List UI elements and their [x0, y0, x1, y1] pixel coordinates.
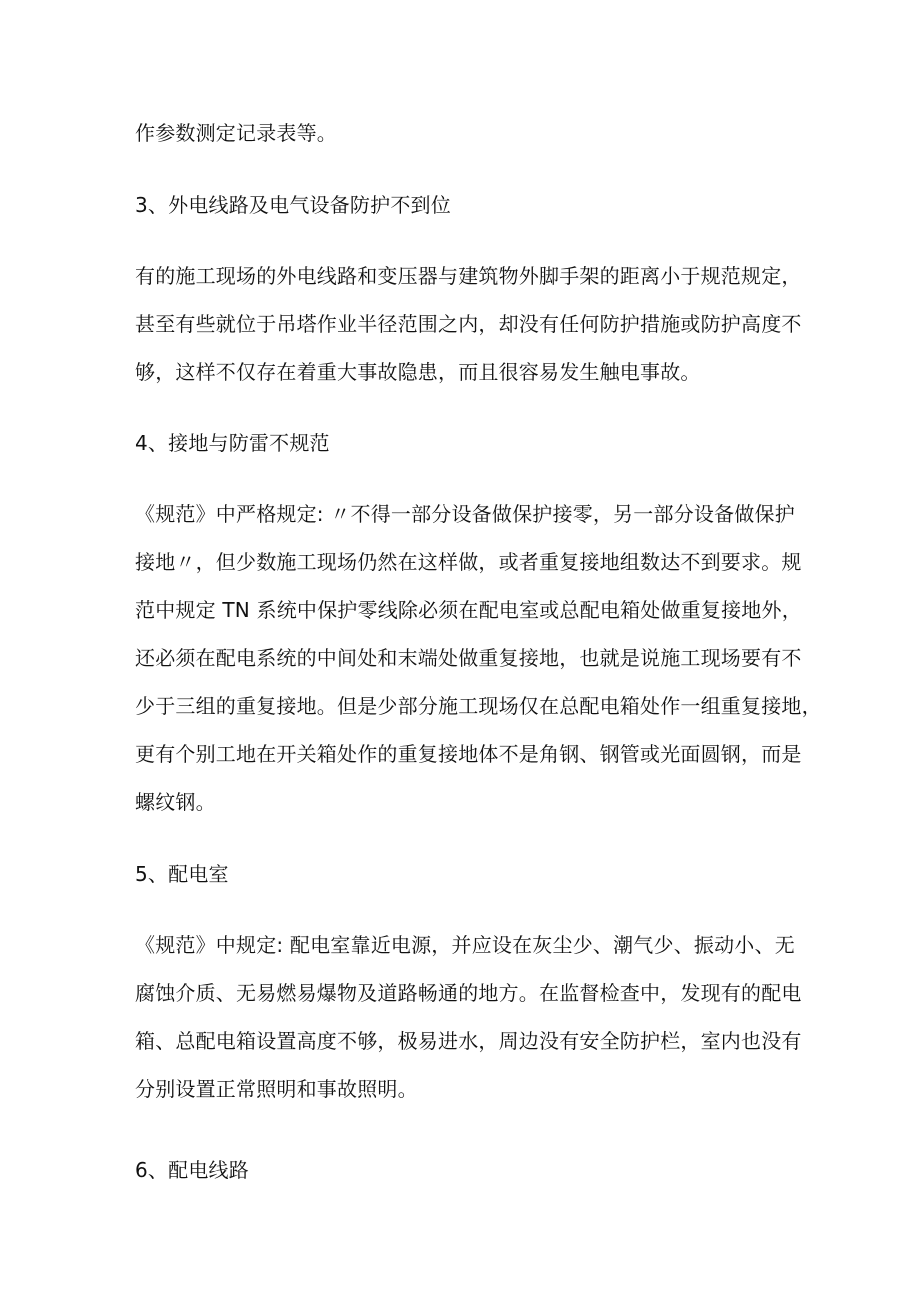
- paragraph-4-line-3: 范中规定 TN 系统中保护零线除必须在配电室或总配电箱处做重复接地外，: [135, 598, 802, 622]
- paragraph-3-line-2: 甚至有些就位于吊塔作业半径范围之内，却没有任何防护措施或防护高度不: [135, 312, 802, 336]
- paragraph-4-line-1: 《规范》中严格规定: 〃不得一部分设备做保护接零，另一部分设备做保护: [135, 502, 795, 526]
- paragraph-5-line-1: 《规范》中规定: 配电室靠近电源，并应设在灰尘少、潮气少、振动小、无: [135, 933, 795, 957]
- paragraph-5-line-3: 箱、总配电箱设置高度不够，极易进水，周边没有安全防护栏，室内也没有: [135, 1029, 802, 1053]
- paragraph-continuation-line-1: 作参数测定记录表等。: [135, 121, 337, 145]
- heading-5: 5、配电室: [135, 862, 229, 886]
- paragraph-4-line-5: 少于三组的重复接地。但是少部分施工现场仅在总配电箱处作一组重复接地，: [135, 694, 822, 718]
- paragraph-3-line-3: 够，这样不仅存在着重大事故隐患，而且很容易发生触电事故。: [135, 360, 701, 384]
- heading-6: 6、配电线路: [135, 1158, 249, 1182]
- paragraph-5-line-2: 腐蚀介质、无易燃易爆物及道路畅通的地方。在监督检查中，发现有的配电: [135, 981, 802, 1005]
- heading-3: 3、外电线路及电气设备防护不到位: [135, 193, 451, 217]
- paragraph-4-line-7: 螺纹钢。: [135, 790, 216, 814]
- paragraph-4-line-6: 更有个别工地在开关箱处作的重复接地体不是角钢、钢管或光面圆钢，而是: [135, 742, 802, 766]
- heading-4: 4、接地与防雷不规范: [135, 431, 330, 455]
- paragraph-5-line-4: 分别设置正常照明和事故照明。: [135, 1077, 418, 1101]
- paragraph-4-line-2: 接地〃，但少数施工现场仍然在这样做，或者重复接地组数达不到要求。规: [135, 550, 802, 574]
- paragraph-4-line-4: 还必须在配电系统的中间处和末端处做重复接地，也就是说施工现场要有不: [135, 646, 802, 670]
- paragraph-3-line-1: 有的施工现场的外电线路和变压器与建筑物外脚手架的距离小于规范规定，: [135, 264, 802, 288]
